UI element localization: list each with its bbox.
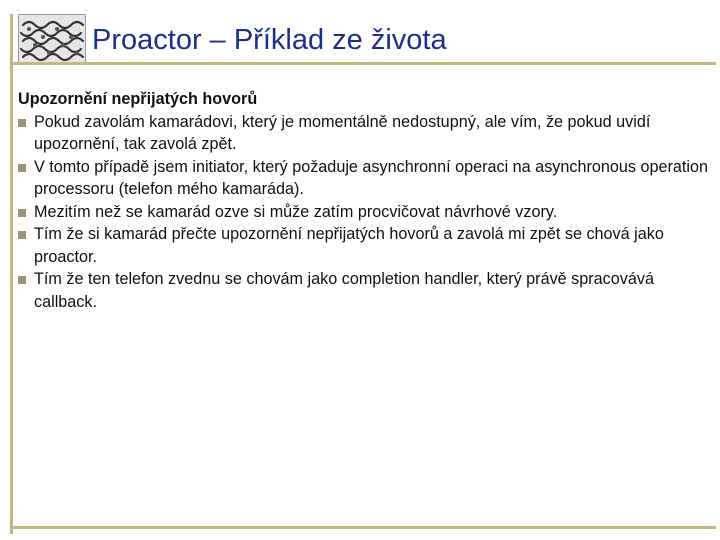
bullet-text: V tomto případě jsem initiator, který požaduje asynchronní operaci na asynchronous operation processoru (telefon mého kamaráda). (34, 157, 708, 198)
slide-title: Proactor – Příklad ze života (92, 24, 447, 56)
square-bullet-icon (18, 231, 26, 239)
bullet-text: Tím že si kamarád přečte upozornění nepřijatých hovorů a zavolá mi zpět se chová jako proactor. (34, 225, 664, 266)
square-bullet-icon (18, 209, 26, 217)
bullet-text: Tím že ten telefon zvednu se chovám jako completion handler, který právě spracovává callback. (34, 270, 654, 311)
list-item (18, 156, 708, 201)
list-item (18, 223, 708, 268)
section-heading: Upozornění nepřijatých hovorů (18, 90, 258, 108)
list-item (18, 111, 708, 156)
list-item (18, 201, 708, 224)
bottom-divider (10, 526, 716, 529)
content-area (18, 88, 708, 313)
square-bullet-icon (18, 164, 26, 172)
logo-image (18, 14, 86, 64)
pattern-logo-icon (19, 15, 85, 63)
bullet-text: Mezitím než se kamarád ozve si může zatím procvičovat návrhové vzory. (34, 202, 558, 221)
left-vertical-rule (10, 14, 13, 534)
title-divider (10, 62, 716, 65)
bullet-list (18, 111, 708, 314)
bullet-text: Pokud zavolám kamarádovi, který je momentálně nedostupný, ale vím, že pokud uvidí upozornění, tak zavolá zpět. (34, 112, 651, 153)
list-item (18, 268, 708, 313)
square-bullet-icon (18, 276, 26, 284)
square-bullet-icon (18, 119, 26, 127)
